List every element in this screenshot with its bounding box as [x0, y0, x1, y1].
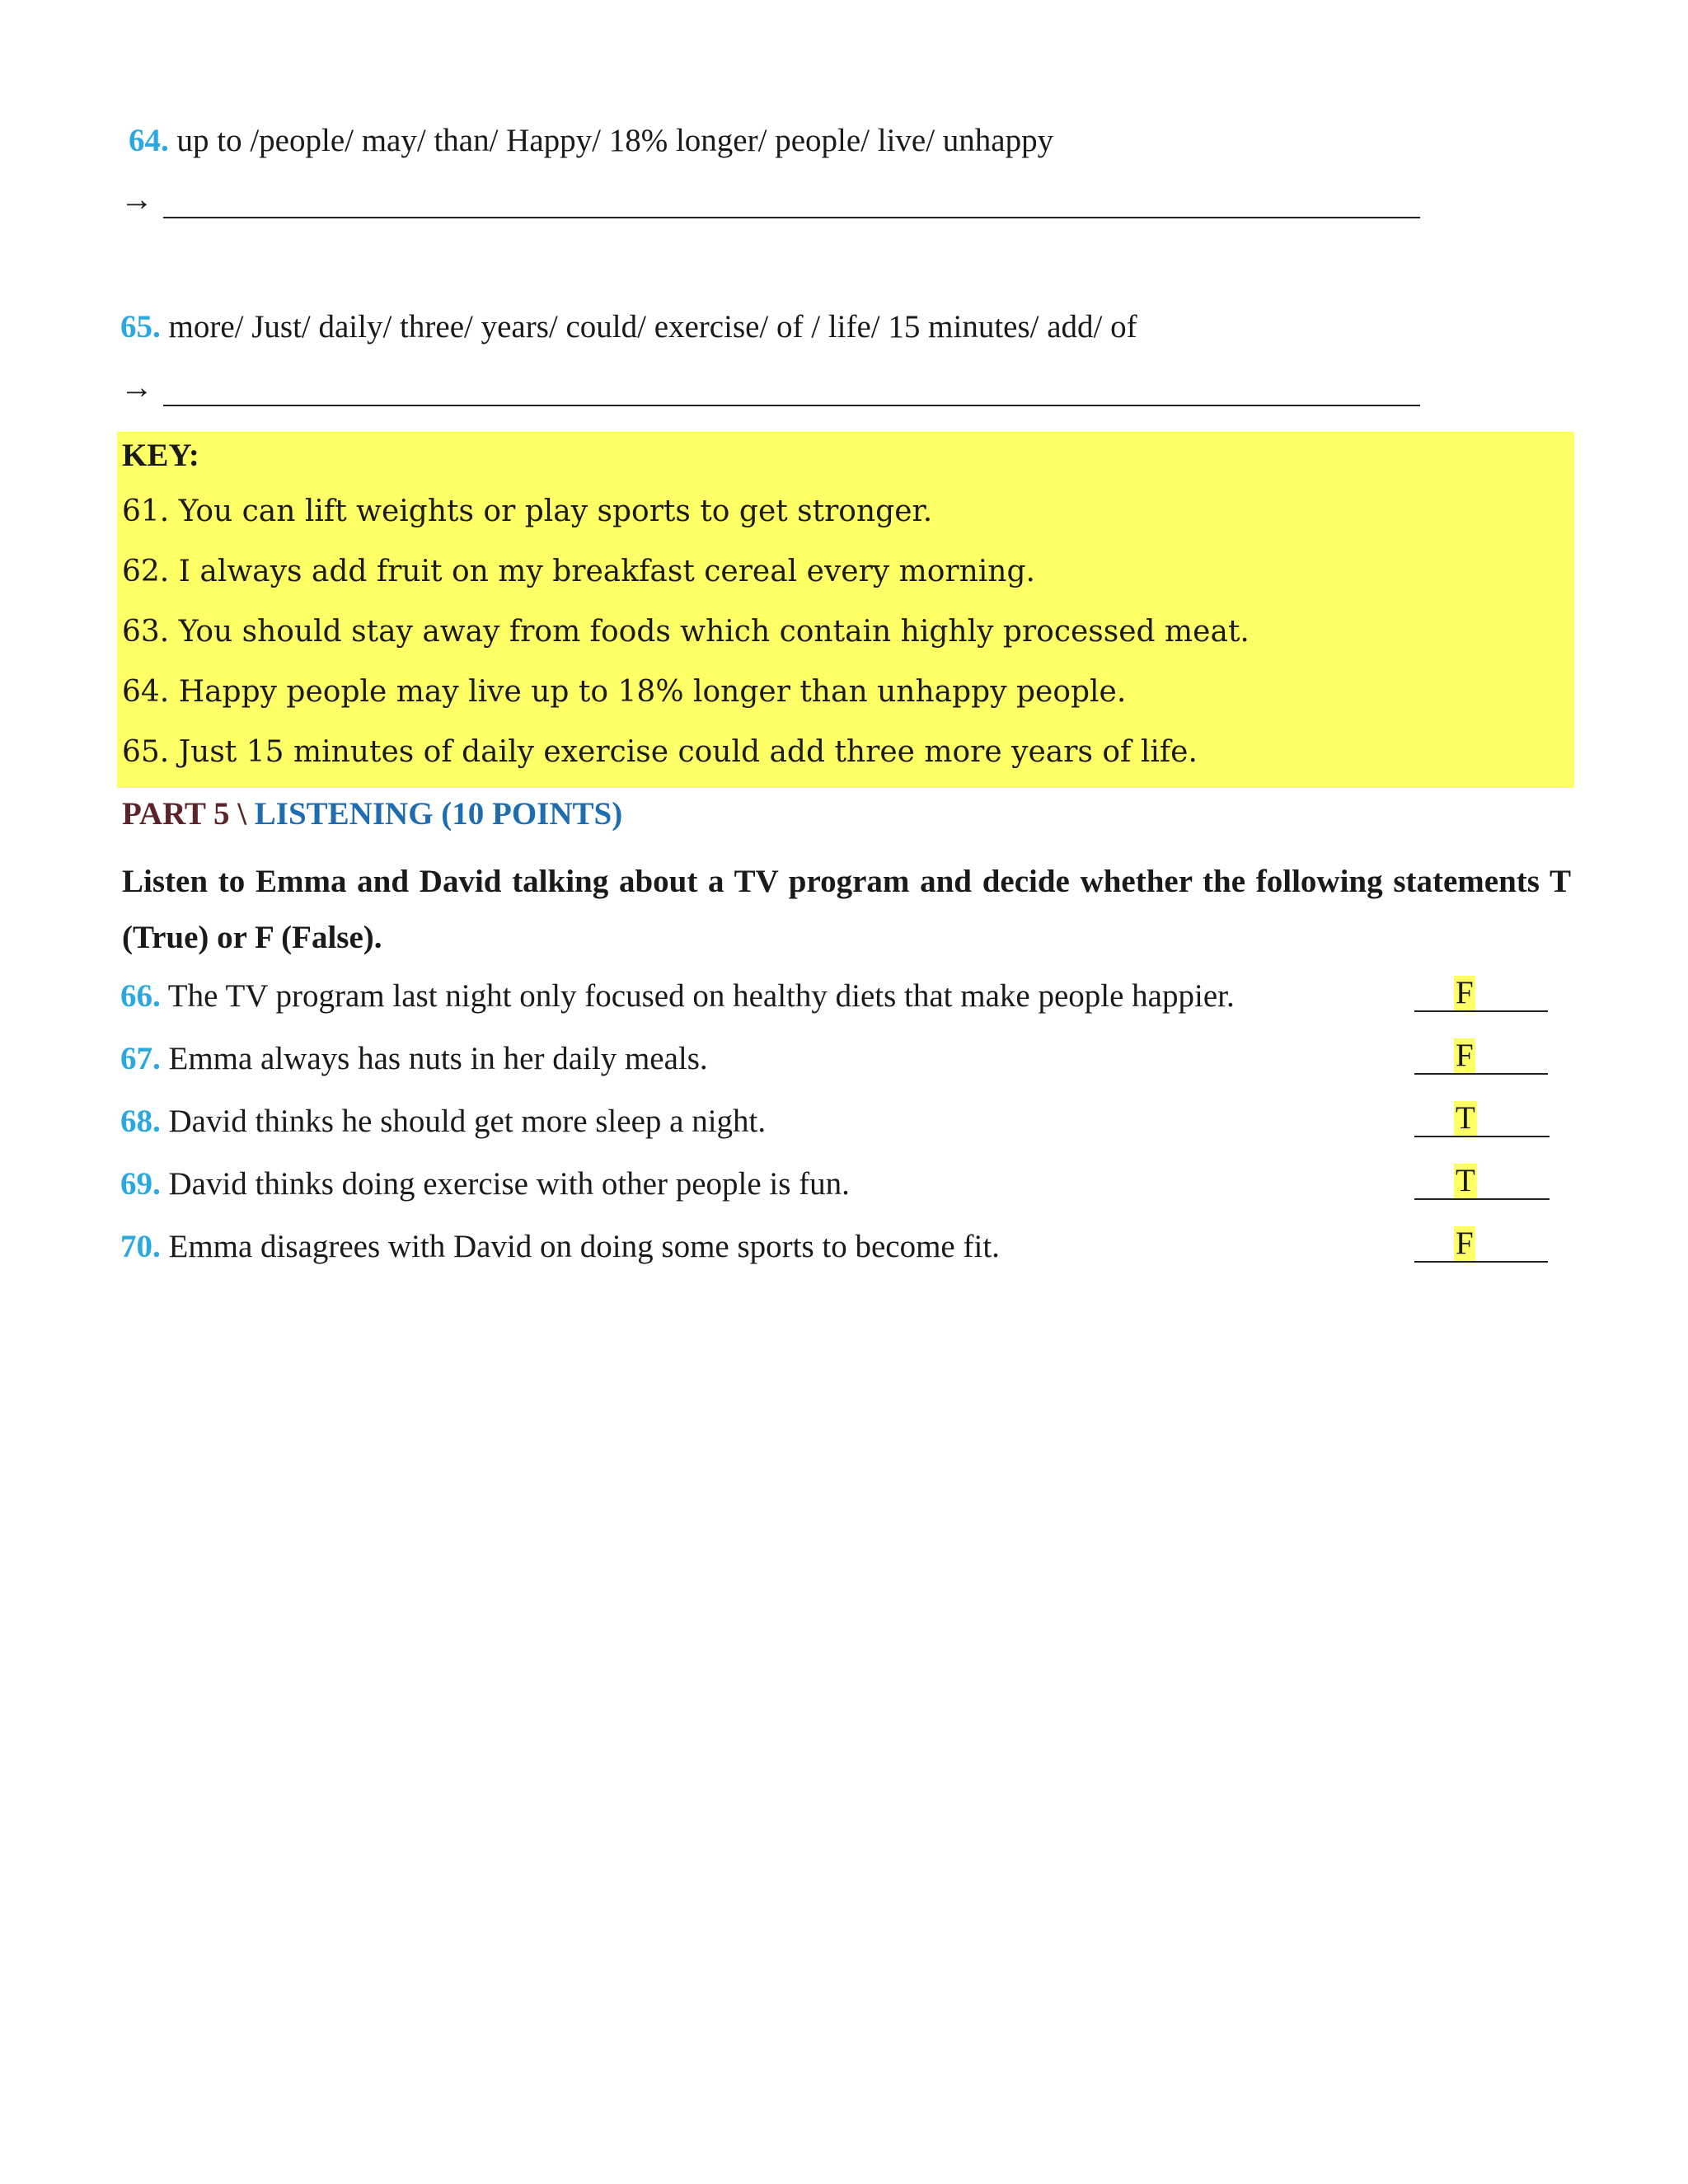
- underline: [1414, 1233, 1454, 1263]
- part-heading: [122, 795, 622, 832]
- question-text: more/ Just/ daily/ three/ years/ could/ exercise/ of / life/ 15 minutes/ add/ of: [160, 309, 1137, 344]
- arrow-icon: →: [120, 368, 153, 405]
- part-label: PART 5 \: [122, 796, 255, 832]
- key-line: 61. You can lift weights or play sports to get stronger.: [122, 494, 933, 528]
- key-line: 65. Just 15 minutes of daily exercise could add three more years of life.: [122, 735, 1198, 769]
- part-title: LISTENING (10 POINTS): [254, 796, 623, 832]
- statement-text: David thinks he should get more sleep a night.: [160, 1104, 767, 1139]
- statement-67: [120, 1040, 708, 1077]
- statement-text: The TV program last night only focused on healthy diets that make people happier.: [160, 978, 1235, 1014]
- question-number: 64.: [129, 123, 169, 158]
- key-title: KEY:: [122, 438, 199, 473]
- question-number: 69.: [120, 1166, 161, 1202]
- underline: [1477, 1170, 1550, 1200]
- underline: [1475, 982, 1548, 1012]
- answer-field-68[interactable]: [1414, 1101, 1550, 1137]
- answer-field-67[interactable]: [1414, 1038, 1548, 1075]
- underline: [1414, 982, 1454, 1012]
- underline: [1477, 1108, 1550, 1137]
- answer-blank[interactable]: [163, 375, 1420, 406]
- statement-text: Emma always has nuts in her daily meals.: [160, 1041, 708, 1076]
- answer-value: F: [1456, 1038, 1474, 1073]
- statement-70: [120, 1228, 1000, 1265]
- answer-field-70[interactable]: [1414, 1226, 1548, 1263]
- statement-69: [120, 1165, 850, 1202]
- answer-field-69[interactable]: [1414, 1164, 1550, 1200]
- answer-value: F: [1456, 1226, 1474, 1261]
- key-line: 64. Happy people may live up to 18% longer than unhappy people.: [122, 675, 1127, 709]
- answer-value: T: [1456, 1100, 1475, 1136]
- question-65: [120, 308, 1137, 345]
- underline: [1414, 1108, 1454, 1137]
- underline: [1414, 1170, 1454, 1200]
- underline: [1475, 1045, 1548, 1075]
- key-line: 63. You should stay away from foods which contain highly processed meat.: [122, 615, 1250, 649]
- statement-68: [120, 1103, 766, 1140]
- question-number: 68.: [120, 1104, 161, 1139]
- question-64: [129, 122, 1053, 159]
- answer-value: F: [1456, 975, 1474, 1010]
- answer-line-65: [120, 368, 1420, 406]
- underline: [1475, 1233, 1548, 1263]
- answer-line-64: [120, 180, 1420, 218]
- instructions: Listen to Emma and David talking about a TV program and decide whether the following statements T (True) or F (False).: [122, 864, 1571, 955]
- question-number: 67.: [120, 1041, 161, 1076]
- statement-text: David thinks doing exercise with other people is fun.: [160, 1166, 850, 1202]
- key-line: 62. I always add fruit on my breakfast cereal every morning.: [122, 555, 1035, 588]
- question-number: 66.: [120, 978, 161, 1014]
- statement-text: Emma disagrees with David on doing some sports to become fit.: [160, 1229, 1000, 1264]
- answer-field-66[interactable]: [1414, 976, 1548, 1012]
- question-text: up to /people/ may/ than/ Happy/ 18% longer/ people/ live/ unhappy: [168, 123, 1054, 158]
- answer-value: T: [1456, 1163, 1475, 1198]
- underline: [1414, 1045, 1454, 1075]
- question-number: 65.: [120, 309, 161, 344]
- statement-66: [120, 977, 1235, 1015]
- answer-blank[interactable]: [163, 187, 1420, 218]
- arrow-icon: →: [120, 180, 153, 218]
- question-number: 70.: [120, 1229, 161, 1264]
